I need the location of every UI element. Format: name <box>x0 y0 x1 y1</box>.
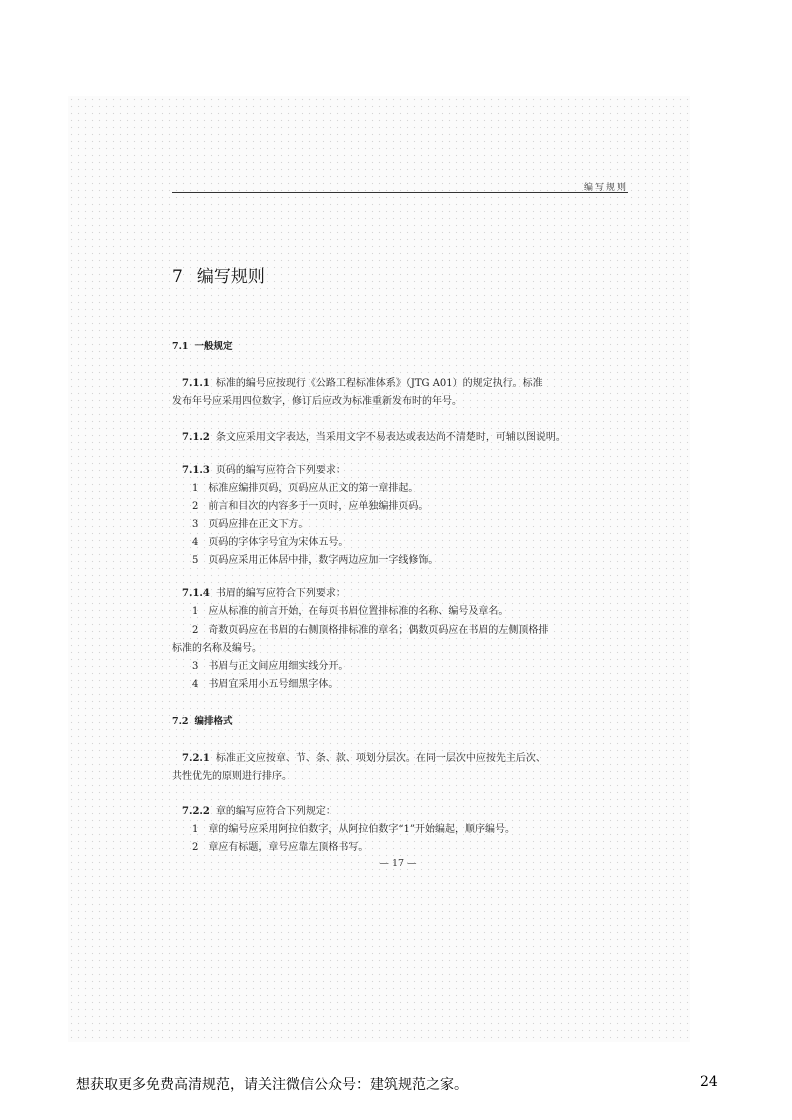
chapter-number: 7 <box>172 267 183 287</box>
clause-number: 7.2.1 <box>182 753 210 764</box>
clause-text: 标准的编号应按现行《公路工程标准体系》（JTG A01）的规定执行。标准 <box>215 378 543 389</box>
chapter-heading <box>172 262 265 287</box>
header-rule <box>172 192 628 193</box>
list-item-continuation: 标准的名称及编号。 <box>172 643 262 654</box>
chapter-title: 编写规则 <box>196 267 265 287</box>
clause-number: 7.1.4 <box>182 588 210 599</box>
list-item: 2 奇数页码应在书眉的右侧顶格排标准的章名；偶数页码应在书眉的左侧顶格排 <box>192 625 549 636</box>
clause-intro: 书眉的编写应符合下列要求： <box>215 588 346 599</box>
list-item: 1 应从标准的前言开始，在每页书眉位置排标准的名称、编号及章名。 <box>192 606 509 617</box>
list-item: 2 前言和目次的内容多于一页时，应单独编排页码。 <box>192 501 429 512</box>
clause-7-2-2 <box>182 805 336 819</box>
clause-7-1-3 <box>182 464 346 478</box>
clause-number: 7.2.2 <box>182 806 210 817</box>
list-item: 4 书眉宜采用小五号细黑字体。 <box>192 679 339 690</box>
clause-intro: 页码的编写应符合下列要求： <box>215 465 346 476</box>
clause-7-2-1 <box>182 752 546 766</box>
list-item: 3 书眉与正文间应用细实线分开。 <box>192 661 349 672</box>
list-item: 4 页码的字体字号宜为宋体五号。 <box>192 537 349 548</box>
section-title: 编排格式 <box>194 716 233 727</box>
scanned-page <box>68 96 690 1042</box>
clause-number: 7.1.2 <box>182 432 210 443</box>
clause-7-1-4 <box>182 587 346 601</box>
list-item: 2 章应有标题，章号应靠左顶格书写。 <box>192 842 369 853</box>
list-item: 3 页码应排在正文下方。 <box>192 519 309 530</box>
clause-7-1-1-continuation: 发布年号应采用四位数字，修订后应改为标准重新发布时的年号。 <box>172 396 462 407</box>
section-number: 7.1 <box>172 341 189 352</box>
footer-notice: 想获取更多免费高清规范，请关注微信公众号：建筑规范之家。 <box>76 1077 468 1093</box>
clause-text: 标准正文应按章、节、条、款、项划分层次。在同一层次中应按先主后次、 <box>215 753 546 764</box>
section-heading <box>172 340 233 354</box>
clause-7-1-1 <box>182 377 543 391</box>
list-item: 5 页码应采用正体居中排，数字两边应加一字线修饰。 <box>192 555 439 566</box>
footer-page-number: 24 <box>700 1074 718 1090</box>
running-header: 编写规则 <box>583 183 628 193</box>
clause-7-1-2 <box>182 431 566 445</box>
section-number: 7.2 <box>172 716 189 727</box>
list-item: 1 章的编号应采用阿拉伯数字，从阿拉伯数字“1”开始编起，顺序编号。 <box>192 824 515 835</box>
list-item: 1 标准应编排页码，页码应从正文的第一章排起。 <box>192 483 419 494</box>
page-number: — 17 — <box>379 858 417 869</box>
section-title: 一般规定 <box>194 341 233 352</box>
clause-7-2-1-continuation: 共性优先的原则进行排序。 <box>172 771 292 782</box>
clause-intro: 章的编写应符合下列规定： <box>215 806 336 817</box>
clause-number: 7.1.1 <box>182 378 210 389</box>
section-heading <box>172 715 233 729</box>
clause-text: 条文应采用文字表达，当采用文字不易表达或表达尚不清楚时，可辅以图说明。 <box>215 432 566 443</box>
clause-number: 7.1.3 <box>182 465 210 476</box>
